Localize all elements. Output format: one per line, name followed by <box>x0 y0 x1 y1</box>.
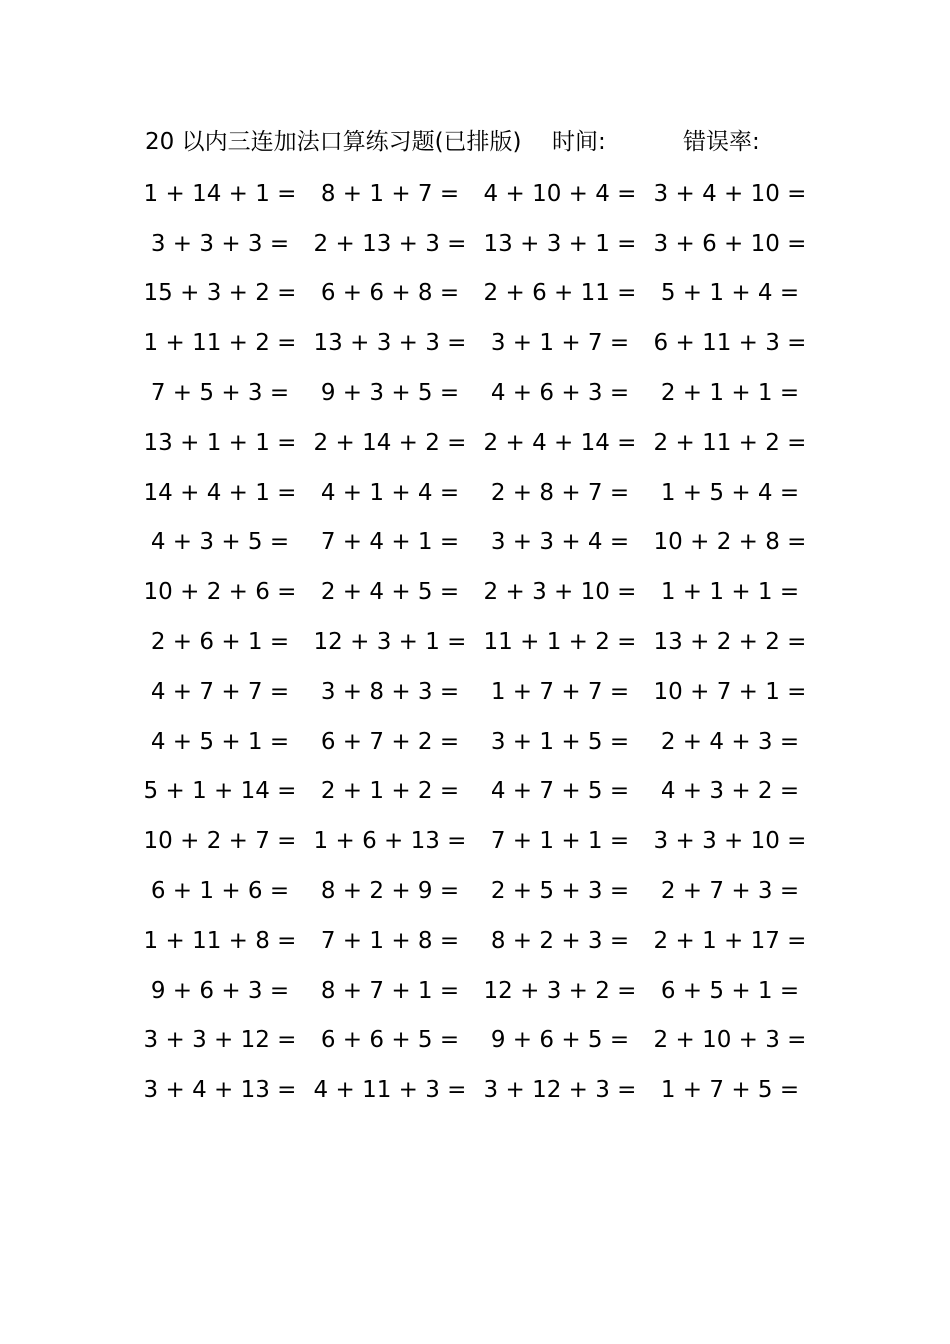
problem-item: 3 + 3 + 3 = <box>150 230 290 257</box>
problem-item: 3 + 6 + 10 = <box>653 230 807 257</box>
problem-item: 4 + 1 + 4 = <box>320 479 460 506</box>
problem-item: 6 + 6 + 5 = <box>320 1027 460 1054</box>
problem-item: 3 + 3 + 10 = <box>653 828 807 855</box>
problem-item: 3 + 4 + 10 = <box>653 180 807 207</box>
problem-item: 2 + 6 + 1 = <box>150 629 290 656</box>
problem-item: 7 + 5 + 3 = <box>150 380 290 407</box>
problem-item: 3 + 3 + 12 = <box>143 1027 297 1054</box>
problem-item: 4 + 5 + 1 = <box>150 728 290 755</box>
problem-item: 13 + 2 + 2 = <box>653 629 807 656</box>
problem-row <box>135 767 815 817</box>
problem-item: 1 + 5 + 4 = <box>660 479 800 506</box>
problem-item: 1 + 7 + 7 = <box>490 678 630 705</box>
problem-item: 5 + 1 + 14 = <box>143 778 297 805</box>
problem-item: 3 + 4 + 13 = <box>143 1077 297 1104</box>
problem-item: 3 + 1 + 5 = <box>490 728 630 755</box>
problem-item: 2 + 6 + 11 = <box>483 280 637 307</box>
problem-item: 1 + 1 + 1 = <box>660 579 800 606</box>
problem-row <box>135 916 815 966</box>
problem-item: 10 + 2 + 6 = <box>143 579 297 606</box>
problem-item: 7 + 1 + 1 = <box>490 828 630 855</box>
time-label: 时间: <box>552 129 606 155</box>
problem-row <box>135 318 815 368</box>
problem-item: 1 + 14 + 1 = <box>143 180 297 207</box>
problem-item: 15 + 3 + 2 = <box>143 280 297 307</box>
problem-item: 1 + 6 + 13 = <box>313 828 467 855</box>
problem-row <box>135 1016 815 1066</box>
problem-item: 3 + 3 + 4 = <box>490 529 630 556</box>
problem-item: 8 + 7 + 1 = <box>320 977 460 1004</box>
problem-item: 6 + 5 + 1 = <box>660 977 800 1004</box>
problem-item: 8 + 2 + 9 = <box>320 878 460 905</box>
problem-item: 2 + 4 + 14 = <box>483 429 637 456</box>
problem-item: 4 + 10 + 4 = <box>483 180 637 207</box>
problem-item: 4 + 7 + 7 = <box>150 678 290 705</box>
problem-row <box>135 169 815 219</box>
problem-item: 2 + 7 + 3 = <box>660 878 800 905</box>
problem-item: 7 + 1 + 8 = <box>320 927 460 954</box>
problem-item: 2 + 1 + 17 = <box>653 927 807 954</box>
problem-item: 13 + 3 + 1 = <box>483 230 637 257</box>
problem-item: 10 + 2 + 7 = <box>143 828 297 855</box>
problem-item: 2 + 11 + 2 = <box>653 429 807 456</box>
problem-item: 2 + 8 + 7 = <box>490 479 630 506</box>
problem-item: 4 + 3 + 5 = <box>150 529 290 556</box>
problem-row <box>135 966 815 1016</box>
problem-item: 10 + 7 + 1 = <box>653 678 807 705</box>
problem-item: 3 + 1 + 7 = <box>490 330 630 357</box>
problem-item: 9 + 3 + 5 = <box>320 380 460 407</box>
problem-item: 10 + 2 + 8 = <box>653 529 807 556</box>
problem-row <box>135 368 815 418</box>
problem-item: 2 + 3 + 10 = <box>483 579 637 606</box>
problem-item: 4 + 6 + 3 = <box>490 380 630 407</box>
problem-item: 1 + 11 + 2 = <box>143 330 297 357</box>
problem-row <box>135 816 815 866</box>
problem-item: 8 + 1 + 7 = <box>320 180 460 207</box>
error-rate-label: 错误率: <box>683 129 760 155</box>
problem-grid <box>135 169 815 1115</box>
problem-row <box>135 667 815 717</box>
problem-row <box>135 567 815 617</box>
problem-item: 2 + 4 + 3 = <box>660 728 800 755</box>
problem-item: 2 + 4 + 5 = <box>320 579 460 606</box>
problem-item: 2 + 13 + 3 = <box>313 230 467 257</box>
problem-item: 6 + 1 + 6 = <box>150 878 290 905</box>
problem-item: 3 + 8 + 3 = <box>320 678 460 705</box>
problem-item: 8 + 2 + 3 = <box>490 927 630 954</box>
problem-item: 7 + 4 + 1 = <box>320 529 460 556</box>
worksheet-title: 20 以内三连加法口算练习题(已排版) <box>145 129 522 155</box>
problem-item: 11 + 1 + 2 = <box>483 629 637 656</box>
worksheet-header <box>145 124 785 160</box>
problem-row <box>135 617 815 667</box>
problem-row <box>135 866 815 916</box>
problem-row <box>135 717 815 767</box>
problem-item: 13 + 1 + 1 = <box>143 429 297 456</box>
problem-item: 13 + 3 + 3 = <box>313 330 467 357</box>
problem-item: 3 + 12 + 3 = <box>483 1077 637 1104</box>
problem-item: 1 + 11 + 8 = <box>143 927 297 954</box>
problem-item: 4 + 11 + 3 = <box>313 1077 467 1104</box>
problem-row <box>135 418 815 468</box>
problem-item: 2 + 5 + 3 = <box>490 878 630 905</box>
problem-item: 4 + 7 + 5 = <box>490 778 630 805</box>
problem-item: 6 + 11 + 3 = <box>653 330 807 357</box>
problem-item: 12 + 3 + 2 = <box>483 977 637 1004</box>
problem-item: 1 + 7 + 5 = <box>660 1077 800 1104</box>
problem-item: 5 + 1 + 4 = <box>660 280 800 307</box>
problem-item: 2 + 1 + 2 = <box>320 778 460 805</box>
problem-row <box>135 269 815 319</box>
problem-row <box>135 1065 815 1115</box>
problem-item: 4 + 3 + 2 = <box>660 778 800 805</box>
problem-row <box>135 219 815 269</box>
problem-item: 2 + 10 + 3 = <box>653 1027 807 1054</box>
problem-item: 6 + 6 + 8 = <box>320 280 460 307</box>
problem-row <box>135 518 815 568</box>
problem-row <box>135 468 815 518</box>
problem-item: 12 + 3 + 1 = <box>313 629 467 656</box>
problem-item: 14 + 4 + 1 = <box>143 479 297 506</box>
problem-item: 9 + 6 + 3 = <box>150 977 290 1004</box>
problem-item: 9 + 6 + 5 = <box>490 1027 630 1054</box>
problem-item: 2 + 14 + 2 = <box>313 429 467 456</box>
problem-item: 2 + 1 + 1 = <box>660 380 800 407</box>
problem-item: 6 + 7 + 2 = <box>320 728 460 755</box>
